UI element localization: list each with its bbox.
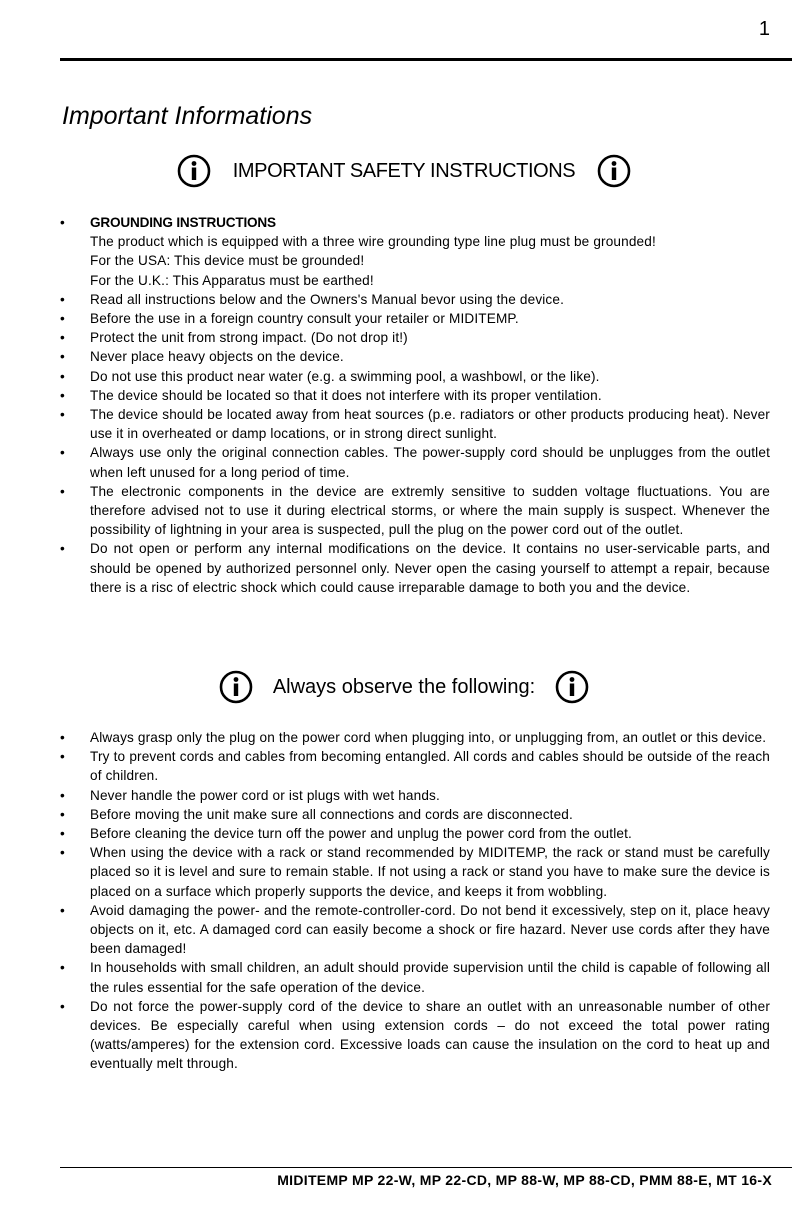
grounding-title: • GROUNDING INSTRUCTIONS	[90, 215, 276, 230]
top-divider	[60, 58, 792, 61]
list-item: • Try to prevent cords and cables from becoming entangled. All cords and cables should be outside of the reach of children.	[58, 747, 770, 785]
list-item: • The electronic components in the device are extremly sensitive to sudden voltage fluctuations. You are therefore advised not to use it during electrical storms, or where the main supply is suspect. Whenever the possibility of lightning in your area is suspected, pull the plug on the power cord out of the outlet.	[58, 482, 770, 540]
safety-heading-text: IMPORTANT SAFETY INSTRUCTIONS	[232, 159, 576, 182]
list-item: • The device should be located away from heat sources (p.e. radiators or other products producing heat). Never use it in overheated or damp locations, or in strong direct sunlight.	[58, 405, 770, 443]
bottom-divider	[60, 1167, 792, 1168]
list-item: • Always grasp only the plug on the power cord when plugging into, or unplugging from, an outlet or this device.	[58, 728, 770, 747]
grounding-line: The product which is equipped with a three wire grounding type line plug must be grounded!	[90, 234, 656, 250]
list-item: • Read all instructions below and the Owners's Manual bevor using the device.	[58, 290, 770, 309]
list-item: • Do not use this product near water (e.g. a swimming pool, a washbowl, or the like).	[58, 367, 770, 386]
info-icon	[219, 670, 253, 704]
list-item: • In households with small children, an adult should provide supervision until the child is capable of following all the rules essential for the safe operation of the device.	[58, 958, 770, 996]
safety-heading	[0, 154, 808, 188]
list-item: • Before the use in a foreign country consult your retailer or MIDITEMP.	[58, 309, 770, 328]
page-title: Important Informations	[62, 102, 313, 130]
list-item	[58, 213, 770, 290]
observe-heading-text: Always observe the following:	[272, 675, 536, 698]
info-icon	[597, 154, 631, 188]
list-item: • The device should be located so that it does not interfere with its proper ventilation.	[58, 386, 770, 405]
grounding-line: For the U.K.: This Apparatus must be earthed!	[90, 272, 374, 288]
list-item: • Never handle the power cord or ist plugs with wet hands.	[58, 786, 770, 805]
info-icon	[555, 670, 589, 704]
page-number: 1	[758, 18, 770, 40]
footer-model-list: MIDITEMP MP 22-W, MP 22-CD, MP 88-W, MP 88-CD, PMM 88-E, MT 16-X	[277, 1172, 772, 1188]
list-item: • Avoid damaging the power- and the remote-controller-cord. Do not bend it excessively, step on it, place heavy objects on it, etc. A damaged cord can easily become a shock or fire hazard. Never use cords after they have been damaged!	[58, 901, 770, 959]
info-icon	[177, 154, 211, 188]
observe-heading	[0, 670, 808, 704]
list-item: • Do not force the power-supply cord of the device to share an outlet with an unreasonable number of other devices. Be especially careful when using extension cords – do not exceed the total power rating (watts/amperes) for the extension cord. Excessive loads can cause the insulation on the cord to heat up and eventually melt through.	[58, 997, 770, 1074]
list-item: • When using the device with a rack or stand recommended by MIDITEMP, the rack or stand must be carefully placed so it is level and sure to remain stable. If not using a rack or stand you have to make sure the device is placed on a surface which properly supports the device, and keeps it from wobbling.	[58, 843, 770, 901]
safety-instructions-list	[58, 213, 770, 597]
list-item: • Always use only the original connection cables. The power-supply cord should be unplugges from the outlet when left unused for a long period of time.	[58, 443, 770, 481]
list-item: • Protect the unit from strong impact. (Do not drop it!)	[58, 328, 770, 347]
list-item: • Before moving the unit make sure all connections and cords are disconnected.	[58, 805, 770, 824]
grounding-line: For the USA: This device must be grounded!	[90, 253, 365, 269]
list-item: • Do not open or perform any internal modifications on the device. It contains no user-servicable parts, and should be opened by authorized personnel only. Never open the casing yourself to attempt a repair, because there is a risc of electric shock which could cause irreparable damage to both you and the device.	[58, 539, 770, 597]
observe-list	[58, 728, 770, 1074]
list-item: • Before cleaning the device turn off the power and unplug the power cord from the outlet.	[58, 824, 770, 843]
list-item: • Never place heavy objects on the device.	[58, 347, 770, 366]
